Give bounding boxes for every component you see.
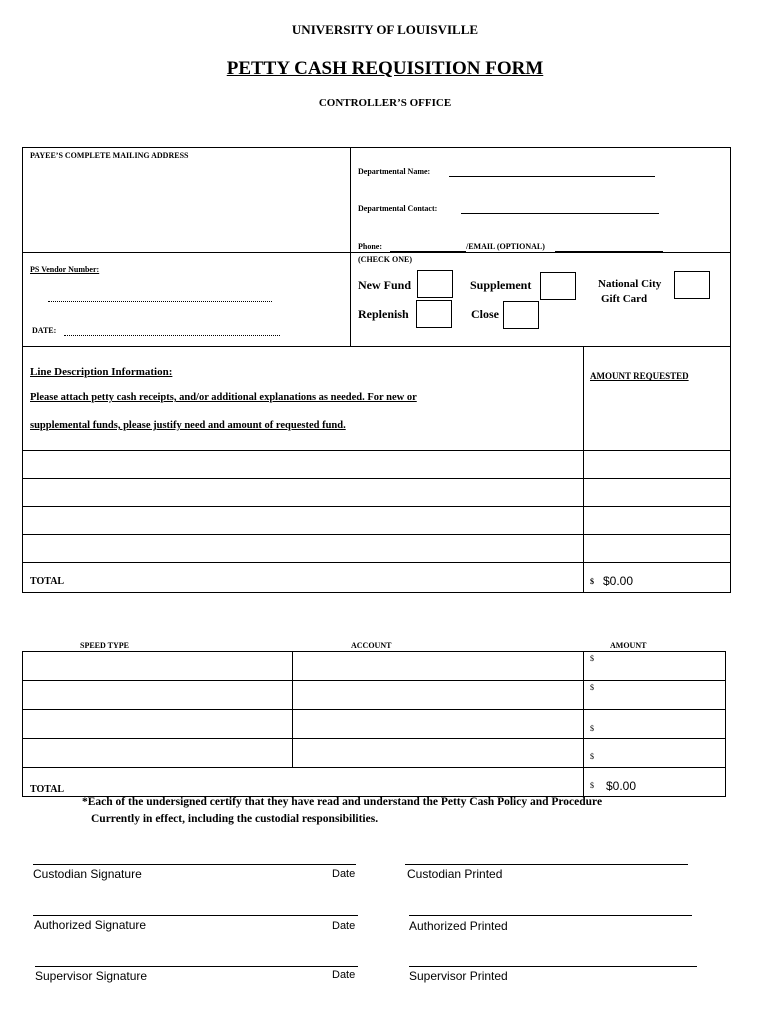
supervisor-date-label: Date [332,969,356,981]
phone-field[interactable] [390,251,466,252]
gift-card-label: Gift Card [601,293,648,305]
amount-requested-row-4[interactable] [585,536,729,561]
line-description-title: Line Description Information: [30,366,173,378]
line-description-row-1[interactable] [24,452,581,477]
authorized-date-label: Date [332,920,356,932]
amount-row-1[interactable] [585,653,724,679]
row-divider [22,709,726,710]
row-divider [22,738,726,739]
supervisor-printed-label: Supervisor Printed [409,969,508,983]
line-description-instruction: supplemental funds, please justify need and amount of requested fund. [30,420,346,431]
national-city-gift-card-checkbox[interactable] [674,271,710,299]
supplement-label: Supplement [470,278,532,292]
close-label: Close [471,307,499,321]
accounting-total-currency: $ [590,781,594,790]
authorized-signature-line[interactable] [33,915,358,916]
line-description-row-3[interactable] [24,508,581,533]
vendor-number-label: PS Vendor Number: [30,265,100,274]
national-city-label: National City [598,278,662,290]
amount-requested-header: AMOUNT REQUESTED [590,371,689,381]
row-divider [22,534,731,535]
column-divider [583,346,584,593]
row-divider [22,506,731,507]
certification-line-2: Currently in effect, including the custodial responsibilities. [91,813,379,825]
amount-requested-row-1[interactable] [585,452,729,477]
certification-line-1: *Each of the undersigned certify that they have read and understand the Petty Cash Policy and Procedure [82,796,603,808]
replenish-checkbox[interactable] [416,300,452,328]
accounting-total-label: TOTAL [30,784,65,795]
new-fund-checkbox[interactable] [417,270,453,298]
amount-row-2[interactable] [585,682,724,708]
payee-address-field[interactable] [30,160,345,248]
custodian-printed-line[interactable] [405,864,688,865]
authorized-printed-line[interactable] [409,915,692,916]
supplement-checkbox[interactable] [540,272,576,300]
line-total-currency: $ [590,577,594,586]
email-field[interactable] [555,251,663,252]
date-label: DATE: [32,326,57,335]
account-row-2[interactable] [294,682,581,708]
replenish-label: Replenish [358,307,409,321]
row-divider [22,680,726,681]
date-field[interactable] [64,335,280,336]
departmental-name-label: Departmental Name: [358,167,431,176]
speed-type-row-3[interactable] [24,711,290,737]
amount-row-currency: $ [590,683,594,692]
row-divider [22,562,731,563]
line-total-label: TOTAL [30,576,65,587]
line-description-instruction: Please attach petty cash receipts, and/or additional explanations as needed. For new or [30,392,417,403]
university-name: UNIVERSITY OF LOUISVILLE [291,22,479,37]
speed-type-row-2[interactable] [24,682,290,708]
amount-requested-row-2[interactable] [585,480,729,505]
section-divider [22,252,731,253]
account-row-1[interactable] [294,653,581,679]
close-checkbox[interactable] [503,301,539,329]
account-header: ACCOUNT [351,641,392,650]
speed-type-row-4[interactable] [24,740,290,766]
amount-header: AMOUNT [610,641,647,650]
email-label: /EMAIL (OPTIONAL) [466,242,545,251]
supervisor-signature-line[interactable] [35,966,358,967]
office-name: CONTROLLER’S OFFICE [318,97,452,109]
vendor-number-field[interactable] [48,301,272,302]
account-row-4[interactable] [294,740,581,766]
row-divider [22,478,731,479]
phone-label: Phone: [358,242,382,251]
line-total-value: $0.00 [603,574,634,588]
authorized-printed-label: Authorized Printed [409,919,508,933]
row-divider [22,767,726,768]
accounting-total-value: $0.00 [606,779,637,793]
amount-row-currency: $ [590,724,594,733]
custodian-signature-label: Custodian Signature [33,867,142,881]
custodian-printed-label: Custodian Printed [407,867,503,881]
departmental-contact-label: Departmental Contact: [358,204,438,213]
section-divider [350,147,351,347]
column-divider [583,651,584,797]
departmental-contact-field[interactable] [461,213,659,214]
amount-row-currency: $ [590,654,594,663]
custodian-signature-line[interactable] [33,864,356,865]
amount-row-3[interactable] [585,711,724,737]
departmental-name-field[interactable] [449,176,655,177]
form-title: PETTY CASH REQUISITION FORM [226,58,544,79]
check-one-label: (CHECK ONE) [358,255,412,264]
row-divider [22,450,731,451]
new-fund-label: New Fund [358,278,412,292]
line-description-row-2[interactable] [24,480,581,505]
supervisor-printed-line[interactable] [409,966,697,967]
line-description-row-4[interactable] [24,536,581,561]
amount-row-currency: $ [590,752,594,761]
supervisor-signature-label: Supervisor Signature [35,969,148,983]
account-row-3[interactable] [294,711,581,737]
amount-requested-row-3[interactable] [585,508,729,533]
payee-address-label: PAYEE’S COMPLETE MAILING ADDRESS [30,151,189,160]
amount-row-4[interactable] [585,740,724,766]
speed-type-header: SPEED TYPE [80,641,129,650]
custodian-date-label: Date [332,868,356,880]
speed-type-row-1[interactable] [24,653,290,679]
authorized-signature-label: Authorized Signature [34,918,147,932]
